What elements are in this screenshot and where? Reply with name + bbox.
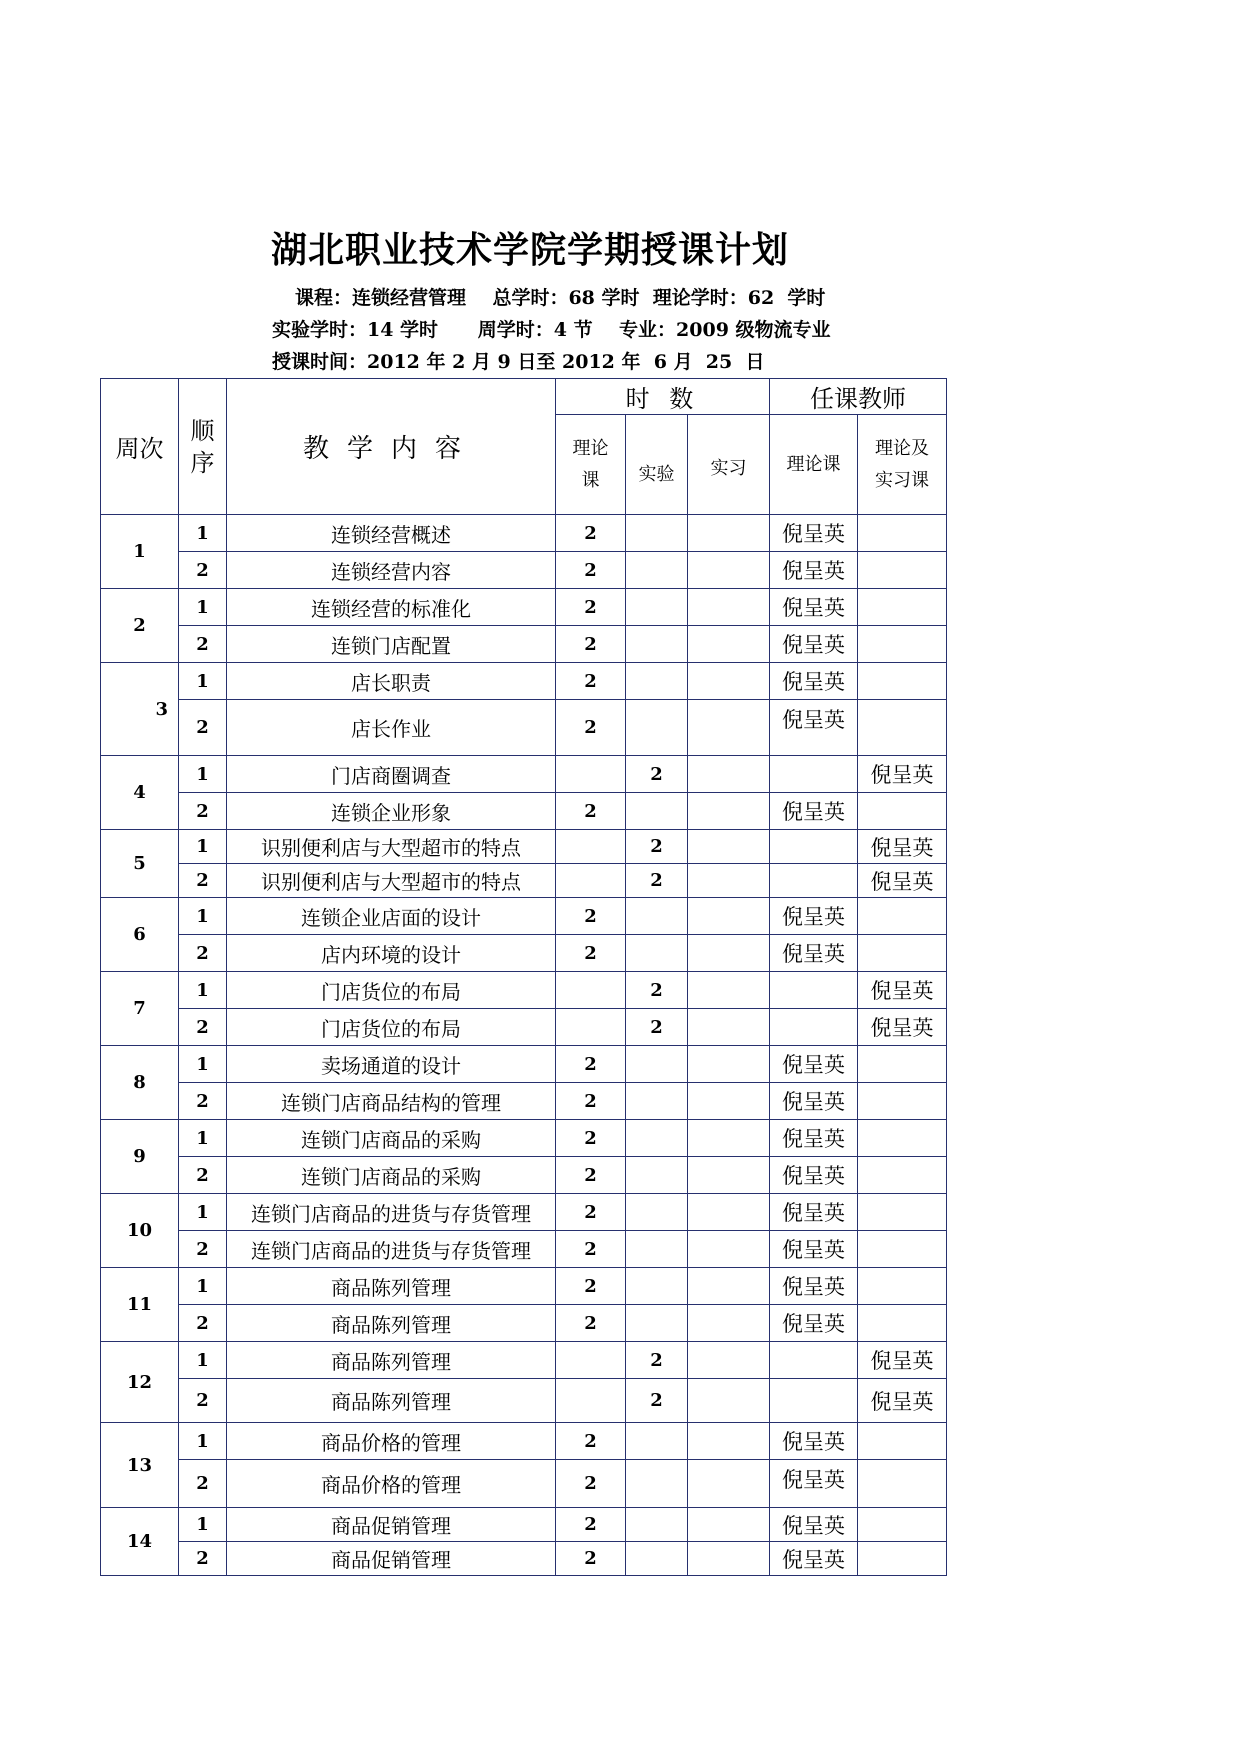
practice-hours-cell: [688, 1046, 770, 1083]
experiment-hours-cell: 2: [626, 756, 688, 793]
table-row: [101, 1268, 947, 1305]
content-cell: 识别便利店与大型超市的特点: [227, 830, 556, 864]
theory-hours-cell: 2: [556, 1157, 626, 1194]
table-row: [101, 1083, 947, 1120]
content-cell: 识别便利店与大型超市的特点: [227, 864, 556, 898]
week-number-cell: 2: [101, 589, 179, 663]
table-row: [101, 663, 947, 700]
table-row: [101, 1423, 947, 1460]
theory-hours-cell: 2: [556, 515, 626, 552]
header-row: [101, 379, 947, 415]
theory-hours-cell: [556, 1379, 626, 1423]
practice-hours-cell: [688, 935, 770, 972]
theory-teacher-cell: 倪呈英: [770, 1194, 858, 1231]
theory-teacher-cell: 倪呈英: [770, 1268, 858, 1305]
practice-teacher-cell: [858, 1194, 947, 1231]
order-cell: 1: [179, 515, 227, 552]
table-row: [101, 1508, 947, 1542]
order-cell: 1: [179, 1508, 227, 1542]
page-title: 湖北职业技术学院学期授课计划: [270, 230, 789, 271]
table-row: [101, 552, 947, 589]
practice-teacher-cell: 倪呈英: [858, 830, 947, 864]
order-cell: 2: [179, 1542, 227, 1576]
experiment-hours-cell: [626, 1508, 688, 1542]
table-row: [101, 972, 947, 1009]
order-cell: 2: [179, 793, 227, 830]
practice-hours-cell: [688, 756, 770, 793]
table-row: [101, 1009, 947, 1046]
theory-teacher-cell: 倪呈英: [770, 1423, 858, 1460]
order-cell: 1: [179, 1120, 227, 1157]
content-cell: 连锁门店配置: [227, 626, 556, 663]
hours-info-line: 实验学时：14 学时 周学时：4 节 专业：2009 级物流专业: [272, 319, 831, 341]
theory-teacher-cell: 倪呈英: [770, 1157, 858, 1194]
theory-hours-cell: 2: [556, 589, 626, 626]
experiment-hours-cell: [626, 626, 688, 663]
theory-teacher-cell: [770, 1009, 858, 1046]
practice-teacher-cell: 倪呈英: [858, 1379, 947, 1423]
experiment-hours-cell: [626, 935, 688, 972]
practice-hours-cell: [688, 1542, 770, 1576]
practice-hours-cell: [688, 1508, 770, 1542]
theory-hours-cell: [556, 1009, 626, 1046]
table-row: [101, 793, 947, 830]
teaching-plan-table: [100, 378, 947, 1576]
experiment-hours-cell: [626, 898, 688, 935]
week-number-cell: 5: [101, 830, 179, 898]
header-teacher-theory-practice: 理论及实习课: [858, 415, 947, 515]
practice-hours-cell: [688, 663, 770, 700]
theory-hours-cell: 2: [556, 935, 626, 972]
practice-teacher-cell: 倪呈英: [858, 756, 947, 793]
order-cell: 2: [179, 1460, 227, 1508]
experiment-hours-cell: [626, 1460, 688, 1508]
content-cell: 连锁门店商品的进货与存货管理: [227, 1194, 556, 1231]
practice-teacher-cell: [858, 700, 947, 756]
header-order: 顺序: [179, 379, 227, 515]
theory-hours-cell: 2: [556, 663, 626, 700]
content-cell: 连锁经营内容: [227, 552, 556, 589]
theory-teacher-cell: 倪呈英: [770, 898, 858, 935]
practice-hours-cell: [688, 898, 770, 935]
order-cell: 1: [179, 589, 227, 626]
experiment-hours-cell: [626, 1083, 688, 1120]
theory-teacher-cell: 倪呈英: [770, 1046, 858, 1083]
order-cell: 1: [179, 1268, 227, 1305]
theory-hours-cell: [556, 864, 626, 898]
practice-hours-cell: [688, 1379, 770, 1423]
practice-teacher-cell: [858, 589, 947, 626]
table-row: [101, 830, 947, 864]
header-teacher-theory: 理论课: [770, 415, 858, 515]
experiment-hours-cell: [626, 1120, 688, 1157]
experiment-hours-cell: [626, 1194, 688, 1231]
table-row: [101, 1342, 947, 1379]
practice-hours-cell: [688, 1194, 770, 1231]
content-cell: 连锁门店商品结构的管理: [227, 1083, 556, 1120]
experiment-hours-cell: [626, 1046, 688, 1083]
practice-teacher-cell: [858, 793, 947, 830]
table-row: [101, 1120, 947, 1157]
table-row: [101, 589, 947, 626]
theory-hours-cell: 2: [556, 898, 626, 935]
theory-hours-cell: 2: [556, 1508, 626, 1542]
schedule-info-line: 授课时间：2012 年 2 月 9 日至 2012 年 6 月 25 日: [272, 351, 765, 373]
practice-teacher-cell: [858, 1231, 947, 1268]
order-cell: 1: [179, 756, 227, 793]
theory-teacher-cell: 倪呈英: [770, 1460, 858, 1508]
experiment-hours-cell: [626, 1231, 688, 1268]
experiment-hours-cell: [626, 700, 688, 756]
order-cell: 1: [179, 663, 227, 700]
table-row: [101, 1460, 947, 1508]
theory-teacher-cell: 倪呈英: [770, 700, 858, 756]
experiment-hours-cell: [626, 1423, 688, 1460]
practice-hours-cell: [688, 830, 770, 864]
content-cell: 连锁企业店面的设计: [227, 898, 556, 935]
practice-teacher-cell: [858, 1508, 947, 1542]
practice-hours-cell: [688, 1423, 770, 1460]
theory-hours-cell: [556, 972, 626, 1009]
table-row: [101, 756, 947, 793]
week-number-cell: 12: [101, 1342, 179, 1423]
content-cell: 店内环境的设计: [227, 935, 556, 972]
table-row: [101, 700, 947, 756]
header-teacher: 任课教师: [770, 379, 947, 415]
experiment-hours-cell: 2: [626, 1009, 688, 1046]
theory-hours-cell: [556, 830, 626, 864]
table-row: [101, 515, 947, 552]
content-cell: 店长职责: [227, 663, 556, 700]
header-practice: 实习: [688, 415, 770, 515]
theory-hours-cell: 2: [556, 793, 626, 830]
table-row: [101, 864, 947, 898]
content-cell: 商品陈列管理: [227, 1342, 556, 1379]
order-cell: 1: [179, 1046, 227, 1083]
week-number-cell: 13: [101, 1423, 179, 1508]
practice-hours-cell: [688, 1342, 770, 1379]
content-cell: 卖场通道的设计: [227, 1046, 556, 1083]
order-cell: 1: [179, 898, 227, 935]
theory-teacher-cell: 倪呈英: [770, 1083, 858, 1120]
practice-hours-cell: [688, 1268, 770, 1305]
order-cell: 1: [179, 1423, 227, 1460]
header-hours: 时 数: [556, 379, 770, 415]
content-cell: 商品陈列管理: [227, 1305, 556, 1342]
header-content: 教学内容: [227, 379, 556, 515]
week-number-cell: 7: [101, 972, 179, 1046]
theory-teacher-cell: [770, 830, 858, 864]
practice-hours-cell: [688, 864, 770, 898]
content-cell: 连锁门店商品的采购: [227, 1120, 556, 1157]
experiment-hours-cell: [626, 589, 688, 626]
practice-teacher-cell: [858, 663, 947, 700]
practice-teacher-cell: [858, 1423, 947, 1460]
content-cell: 连锁经营的标准化: [227, 589, 556, 626]
header-theory: 理论课: [556, 415, 626, 515]
practice-teacher-cell: [858, 626, 947, 663]
practice-hours-cell: [688, 700, 770, 756]
experiment-hours-cell: [626, 552, 688, 589]
theory-hours-cell: 2: [556, 552, 626, 589]
order-cell: 1: [179, 830, 227, 864]
practice-hours-cell: [688, 1157, 770, 1194]
table-row: [101, 1046, 947, 1083]
practice-teacher-cell: [858, 552, 947, 589]
table-row: [101, 1542, 947, 1576]
content-cell: 连锁门店商品的采购: [227, 1157, 556, 1194]
content-cell: 商品价格的管理: [227, 1460, 556, 1508]
content-cell: 门店货位的布局: [227, 1009, 556, 1046]
table-row: [101, 626, 947, 663]
order-cell: 2: [179, 552, 227, 589]
practice-teacher-cell: [858, 1460, 947, 1508]
table-row: [101, 1194, 947, 1231]
week-number-cell: 3: [101, 663, 179, 756]
practice-teacher-cell: 倪呈英: [858, 972, 947, 1009]
content-cell: 店长作业: [227, 700, 556, 756]
theory-teacher-cell: 倪呈英: [770, 626, 858, 663]
week-number-cell: 10: [101, 1194, 179, 1268]
experiment-hours-cell: [626, 1157, 688, 1194]
week-number-cell: 4: [101, 756, 179, 830]
experiment-hours-cell: 2: [626, 830, 688, 864]
content-cell: 商品价格的管理: [227, 1423, 556, 1460]
theory-teacher-cell: [770, 1379, 858, 1423]
practice-teacher-cell: [858, 898, 947, 935]
practice-teacher-cell: [858, 1157, 947, 1194]
experiment-hours-cell: [626, 1268, 688, 1305]
theory-teacher-cell: 倪呈英: [770, 552, 858, 589]
theory-teacher-cell: 倪呈英: [770, 1508, 858, 1542]
practice-teacher-cell: [858, 1120, 947, 1157]
order-cell: 1: [179, 972, 227, 1009]
practice-teacher-cell: [858, 515, 947, 552]
practice-hours-cell: [688, 589, 770, 626]
experiment-hours-cell: [626, 663, 688, 700]
week-number-cell: 8: [101, 1046, 179, 1120]
header-week: 周次: [101, 379, 179, 515]
practice-hours-cell: [688, 626, 770, 663]
theory-teacher-cell: [770, 756, 858, 793]
theory-hours-cell: 2: [556, 700, 626, 756]
theory-teacher-cell: 倪呈英: [770, 935, 858, 972]
practice-teacher-cell: [858, 935, 947, 972]
theory-teacher-cell: 倪呈英: [770, 793, 858, 830]
order-cell: 2: [179, 935, 227, 972]
theory-teacher-cell: [770, 972, 858, 1009]
theory-teacher-cell: 倪呈英: [770, 1542, 858, 1576]
week-number-cell: 14: [101, 1508, 179, 1576]
theory-hours-cell: 2: [556, 1120, 626, 1157]
table-row: [101, 1157, 947, 1194]
order-cell: 2: [179, 1083, 227, 1120]
order-cell: 1: [179, 1194, 227, 1231]
theory-hours-cell: [556, 756, 626, 793]
theory-teacher-cell: 倪呈英: [770, 663, 858, 700]
theory-hours-cell: 2: [556, 1542, 626, 1576]
table-row: [101, 1379, 947, 1423]
content-cell: 连锁经营概述: [227, 515, 556, 552]
experiment-hours-cell: [626, 1542, 688, 1576]
week-number-cell: 1: [101, 515, 179, 589]
practice-hours-cell: [688, 1231, 770, 1268]
order-cell: 2: [179, 1009, 227, 1046]
table-row: [101, 898, 947, 935]
theory-hours-cell: [556, 1342, 626, 1379]
theory-teacher-cell: 倪呈英: [770, 515, 858, 552]
order-cell: 2: [179, 1157, 227, 1194]
header-experiment: 实验: [626, 415, 688, 515]
practice-hours-cell: [688, 1305, 770, 1342]
content-cell: 连锁企业形象: [227, 793, 556, 830]
week-number-cell: 6: [101, 898, 179, 972]
theory-hours-cell: 2: [556, 1231, 626, 1268]
order-cell: 2: [179, 626, 227, 663]
practice-hours-cell: [688, 793, 770, 830]
theory-hours-cell: 2: [556, 1305, 626, 1342]
content-cell: 商品促销管理: [227, 1508, 556, 1542]
theory-teacher-cell: 倪呈英: [770, 1120, 858, 1157]
practice-hours-cell: [688, 972, 770, 1009]
experiment-hours-cell: [626, 515, 688, 552]
order-cell: 2: [179, 1305, 227, 1342]
table-row: [101, 1231, 947, 1268]
content-cell: 商品陈列管理: [227, 1379, 556, 1423]
experiment-hours-cell: 2: [626, 972, 688, 1009]
course-info-line: 课程：连锁经营管理 总学时：68 学时 理论学时：62 学时: [295, 287, 826, 309]
table-row: [101, 1305, 947, 1342]
practice-hours-cell: [688, 1083, 770, 1120]
theory-hours-cell: 2: [556, 626, 626, 663]
practice-teacher-cell: [858, 1305, 947, 1342]
theory-teacher-cell: [770, 864, 858, 898]
content-cell: 商品陈列管理: [227, 1268, 556, 1305]
practice-teacher-cell: [858, 1046, 947, 1083]
practice-hours-cell: [688, 1009, 770, 1046]
practice-teacher-cell: [858, 1542, 947, 1576]
practice-teacher-cell: 倪呈英: [858, 864, 947, 898]
practice-hours-cell: [688, 1120, 770, 1157]
theory-teacher-cell: [770, 1342, 858, 1379]
experiment-hours-cell: [626, 793, 688, 830]
order-cell: 2: [179, 1379, 227, 1423]
content-cell: 商品促销管理: [227, 1542, 556, 1576]
experiment-hours-cell: 2: [626, 1379, 688, 1423]
week-number-cell: 11: [101, 1268, 179, 1342]
practice-teacher-cell: 倪呈英: [858, 1009, 947, 1046]
practice-hours-cell: [688, 1460, 770, 1508]
content-cell: 门店货位的布局: [227, 972, 556, 1009]
theory-teacher-cell: 倪呈英: [770, 1231, 858, 1268]
content-cell: 门店商圈调查: [227, 756, 556, 793]
order-cell: 2: [179, 864, 227, 898]
theory-teacher-cell: 倪呈英: [770, 589, 858, 626]
theory-hours-cell: 2: [556, 1046, 626, 1083]
experiment-hours-cell: 2: [626, 1342, 688, 1379]
order-cell: 2: [179, 1231, 227, 1268]
practice-hours-cell: [688, 515, 770, 552]
theory-hours-cell: 2: [556, 1423, 626, 1460]
theory-hours-cell: 2: [556, 1083, 626, 1120]
theory-hours-cell: 2: [556, 1194, 626, 1231]
practice-hours-cell: [688, 552, 770, 589]
experiment-hours-cell: [626, 1305, 688, 1342]
experiment-hours-cell: 2: [626, 864, 688, 898]
practice-teacher-cell: [858, 1083, 947, 1120]
theory-hours-cell: 2: [556, 1460, 626, 1508]
theory-hours-cell: 2: [556, 1268, 626, 1305]
content-cell: 连锁门店商品的进货与存货管理: [227, 1231, 556, 1268]
week-number-cell: 9: [101, 1120, 179, 1194]
practice-teacher-cell: [858, 1268, 947, 1305]
order-cell: 1: [179, 1342, 227, 1379]
order-cell: 2: [179, 700, 227, 756]
practice-teacher-cell: 倪呈英: [858, 1342, 947, 1379]
table-row: [101, 935, 947, 972]
theory-teacher-cell: 倪呈英: [770, 1305, 858, 1342]
